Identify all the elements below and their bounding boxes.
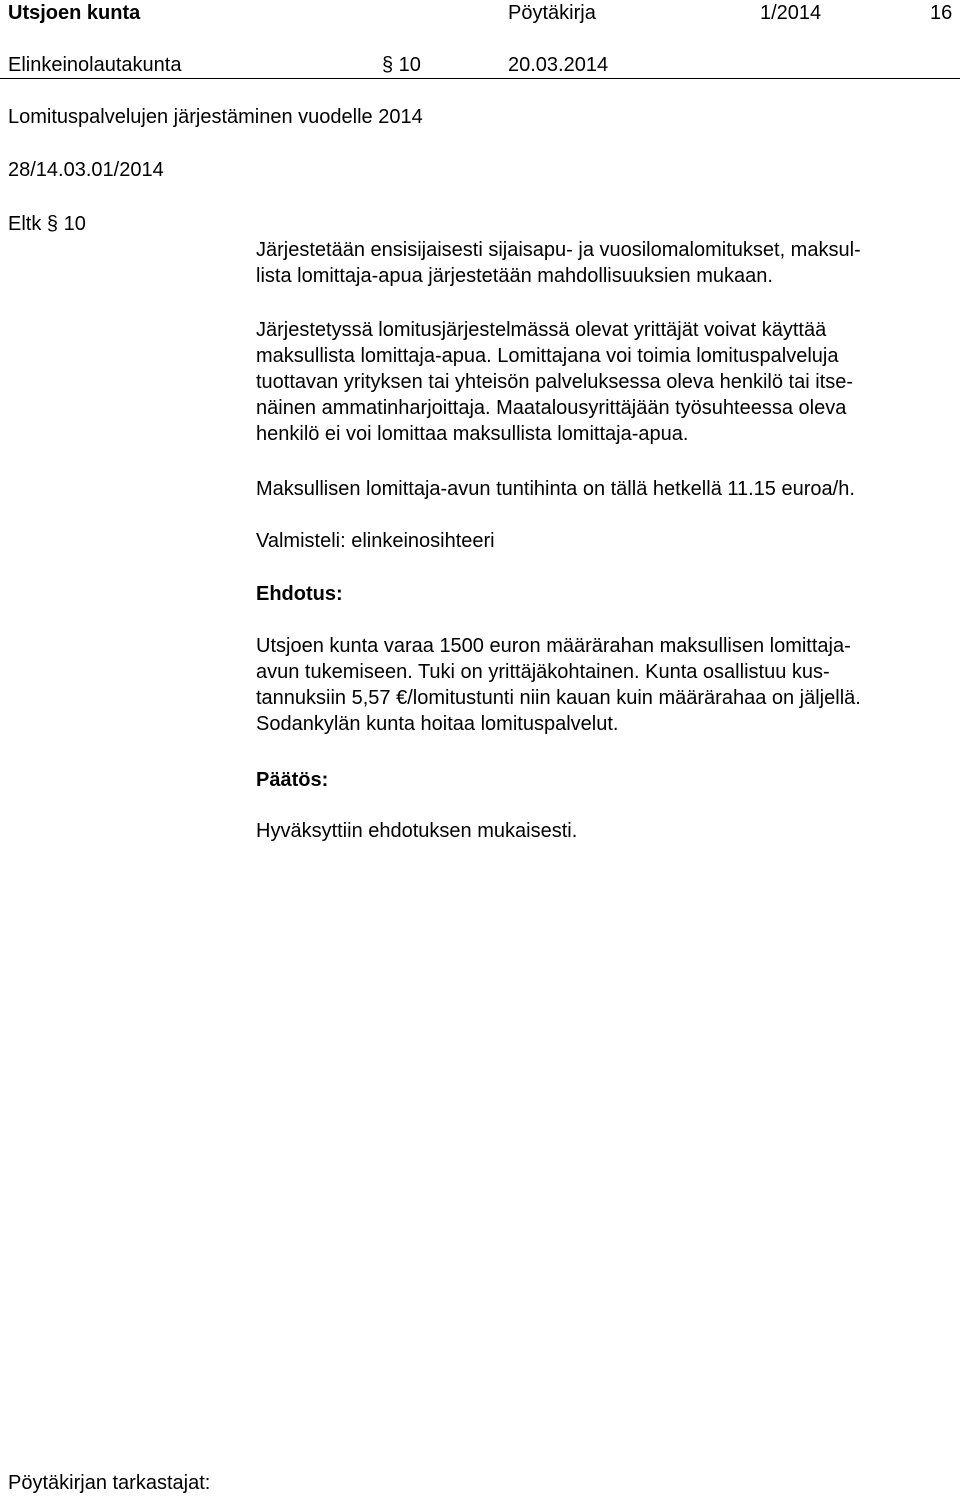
preparer-line: Valmisteli: elinkeinosihteeri	[256, 530, 495, 552]
header-divider	[0, 78, 960, 79]
paragraph-line: henkilö ei voi lomittaa maksullista lomittaja-apua.	[256, 423, 689, 445]
matter-title: Lomituspalvelujen järjestäminen vuodelle 2014	[8, 106, 423, 128]
board-name: Elinkeinolautakunta	[8, 54, 182, 76]
paragraph-paid-relief	[256, 317, 956, 447]
paragraph-line: tuottavan yrityksen tai yhteisön palveluksessa oleva henkilö tai itse-	[256, 371, 853, 393]
paragraph-line: Järjestetään ensisijaisesti sijaisapu- ja vuosilomalomitukset, maksul-	[256, 239, 861, 261]
paragraph-line: lista lomittaja-apua järjestetään mahdollisuuksien mukaan.	[256, 265, 773, 287]
matter-reference: Eltk § 10	[8, 213, 86, 235]
paragraph-hourly-price: Maksullisen lomittaja-avun tuntihinta on tällä hetkellä 11.15 euroa/h.	[256, 478, 855, 500]
municipality-name: Utsjoen kunta	[8, 2, 141, 24]
document-number: 1/2014	[760, 2, 822, 24]
page-number: 16	[930, 2, 953, 24]
decision-text: Hyväksyttiin ehdotuksen mukaisesti.	[256, 820, 578, 842]
decision-heading: Päätös:	[256, 769, 329, 791]
paragraph-line: avun tukemiseen. Tuki on yrittäjäkohtainen. Kunta osallistuu kus-	[256, 661, 830, 683]
reviewers-label: Pöytäkirjan tarkastajat:	[8, 1472, 211, 1494]
proposal-text	[256, 633, 956, 737]
section-number: § 10	[382, 54, 421, 76]
paragraph-line: näinen ammatinharjoittaja. Maatalousyrittäjään työsuhteessa oleva	[256, 397, 847, 419]
document-type: Pöytäkirja	[508, 2, 596, 24]
paragraph-line: maksullista lomittaja-apua. Lomittajana voi toimia lomituspalveluja	[256, 345, 839, 367]
meeting-date: 20.03.2014	[508, 54, 609, 76]
paragraph-line: Utsjoen kunta varaa 1500 euron määrärahan maksullisen lomittaja-	[256, 635, 851, 657]
proposal-heading: Ehdotus:	[256, 583, 343, 605]
paragraph-line: Järjestetyssä lomitusjärjestelmässä olevat yrittäjät voivat käyttää	[256, 319, 827, 341]
paragraph-line: tannuksiin 5,57 €/lomitustunti niin kauan kuin määrärahaa on jäljellä.	[256, 687, 861, 709]
paragraph-line: Sodankylän kunta hoitaa lomituspalvelut.	[256, 713, 619, 735]
paragraph-substitute-help	[256, 237, 956, 289]
record-id: 28/14.03.01/2014	[8, 159, 164, 181]
